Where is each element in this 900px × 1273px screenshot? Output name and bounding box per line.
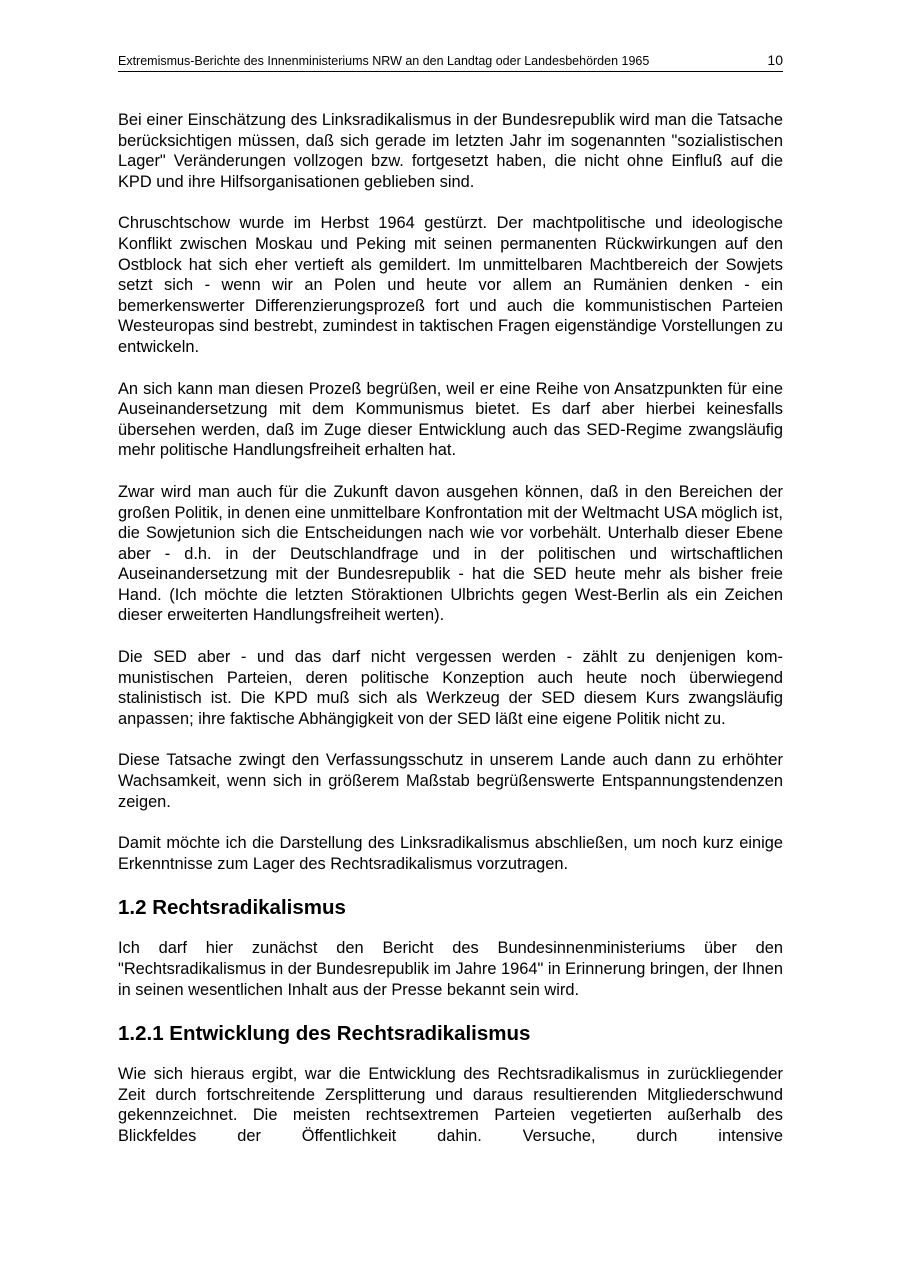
paragraph-6: Diese Tatsache zwingt den Verfassungsschutz in unserem Lande auch dann zu erhöhter Wachsamkeit, wenn sich in größerem Maßstab begrüßenswerte Entspannungstendenzen zeigen. [118, 751, 783, 811]
section-heading-1-2: 1.2 Rechtsradikalismus [118, 896, 346, 920]
document-page [118, 52, 783, 1168]
paragraph-7: Damit möchte ich die Darstellung des Linksradikalismus abschließen, um noch kurz einige Erkenntnisse zum Lager des Rechtsradikalismus vorzutragen. [118, 834, 783, 873]
paragraph-1: Bei einer Einschätzung des Linksradikalismus in der Bundesrepublik wird man die Tatsache berücksichtigen müssen, daß sich gerade im letzten Jahr im sogenannten "sozialistischen Lager" Veränderungen vollzogen bzw. fortgesetzt haben, die nicht ohne Einfluß auf die KPD und ihre Hilfsorganisationen geblieben sind. [118, 111, 783, 191]
section-heading-1-2-1: 1.2.1 Entwicklung des Rechtsradikalismus [118, 1022, 531, 1046]
document-body [118, 110, 783, 1147]
paragraph-5: Die SED aber - und das darf nicht vergessen werden - zählt zu denjenigen kommunistischen Parteien, deren politische Konzeption auch heute noch überwiegend stalinistisch ist. Die KPD muß sich als Werkzeug der SED diesem Kurs zwangsläufig anpassen; ihre faktische Abhängigkeit von der SED läßt eine eigene Politik nicht zu. [118, 648, 783, 728]
paragraph-2: Chruschtschow wurde im Herbst 1964 gestürzt. Der machtpolitische und ideologische Konflikt zwischen Moskau und Peking mit seinen permanenten Rückwirkungen auf den Ostblock hat sich eher vertieft als gemildert. Im unmittelbaren Machtbereich der Sowjets setzt sich - wenn wir an Polen und heute vor allem an Rumänien denken - ein bemerkenswerter Differenzierungsprozeß fort und auch die kommunistischen Parteien Westeuropas sind bestrebt, zumindest in taktischen Fragen eigenständige Vorstellungen zu entwickeln. [118, 214, 783, 356]
paragraph-3: An sich kann man diesen Prozeß begrüßen, weil er eine Reihe von Ansatzpunkten für eine Auseinandersetzung mit dem Kommunismus bietet. Es darf aber hierbei keinesfalls übersehen werden, daß im Zuge dieser Entwicklung auch das SED-Regime zwangsläufig mehr politische Handlungsfreiheit erhalten hat. [118, 379, 783, 460]
running-header [118, 52, 783, 72]
paragraph-8: Ich darf hier zunächst den Bericht des Bundesinnenministeriums über den "Rechtsradikalismus in der Bundesrepublik im Jahre 1964" in Erinnerung bringen, der Ihnen in seinen wesentlichen Inhalt aus der Presse bekannt sein wird. [118, 939, 783, 999]
paragraph-9: Wie sich hieraus ergibt, war die Entwicklung des Rechtsradikalismus in zurückliegender Zeit durch fortschreitende Zersplitterung und daraus resultierenden Mitgliederschwund gekennzeichnet. Die meisten rechtsextremen Parteien vegetierten außerhalb des Blickfeldes der Öffentlichkeit dahin. Versuche, durch intensive [118, 1065, 783, 1145]
page-number: 10 [767, 52, 783, 68]
header-title: Extremismus-Berichte des Innenministeriums NRW an den Landtag oder Landesbehörden 1965 [118, 54, 650, 68]
paragraph-4: Zwar wird man auch für die Zukunft davon ausgehen können, daß in den Bereichen der großen Politik, in denen eine unmittelbare Konfrontation mit der Weltmacht USA möglich ist, die Sowjetunion sich die Entscheidungen nach wie vor vorbehält. Unterhalb dieser Ebene aber - d.h. in der Deutschlandfrage und in der politischen und wirtschaftlichen Auseinandersetzung mit der Bundesrepublik - hat die SED heute mehr als bisher freie Hand. (Ich möchte die letzten Störaktionen Ulbrichts gegen West-Berlin als ein Zeichen dieser erweiterten Handlungsfreiheit werten). [118, 482, 783, 625]
